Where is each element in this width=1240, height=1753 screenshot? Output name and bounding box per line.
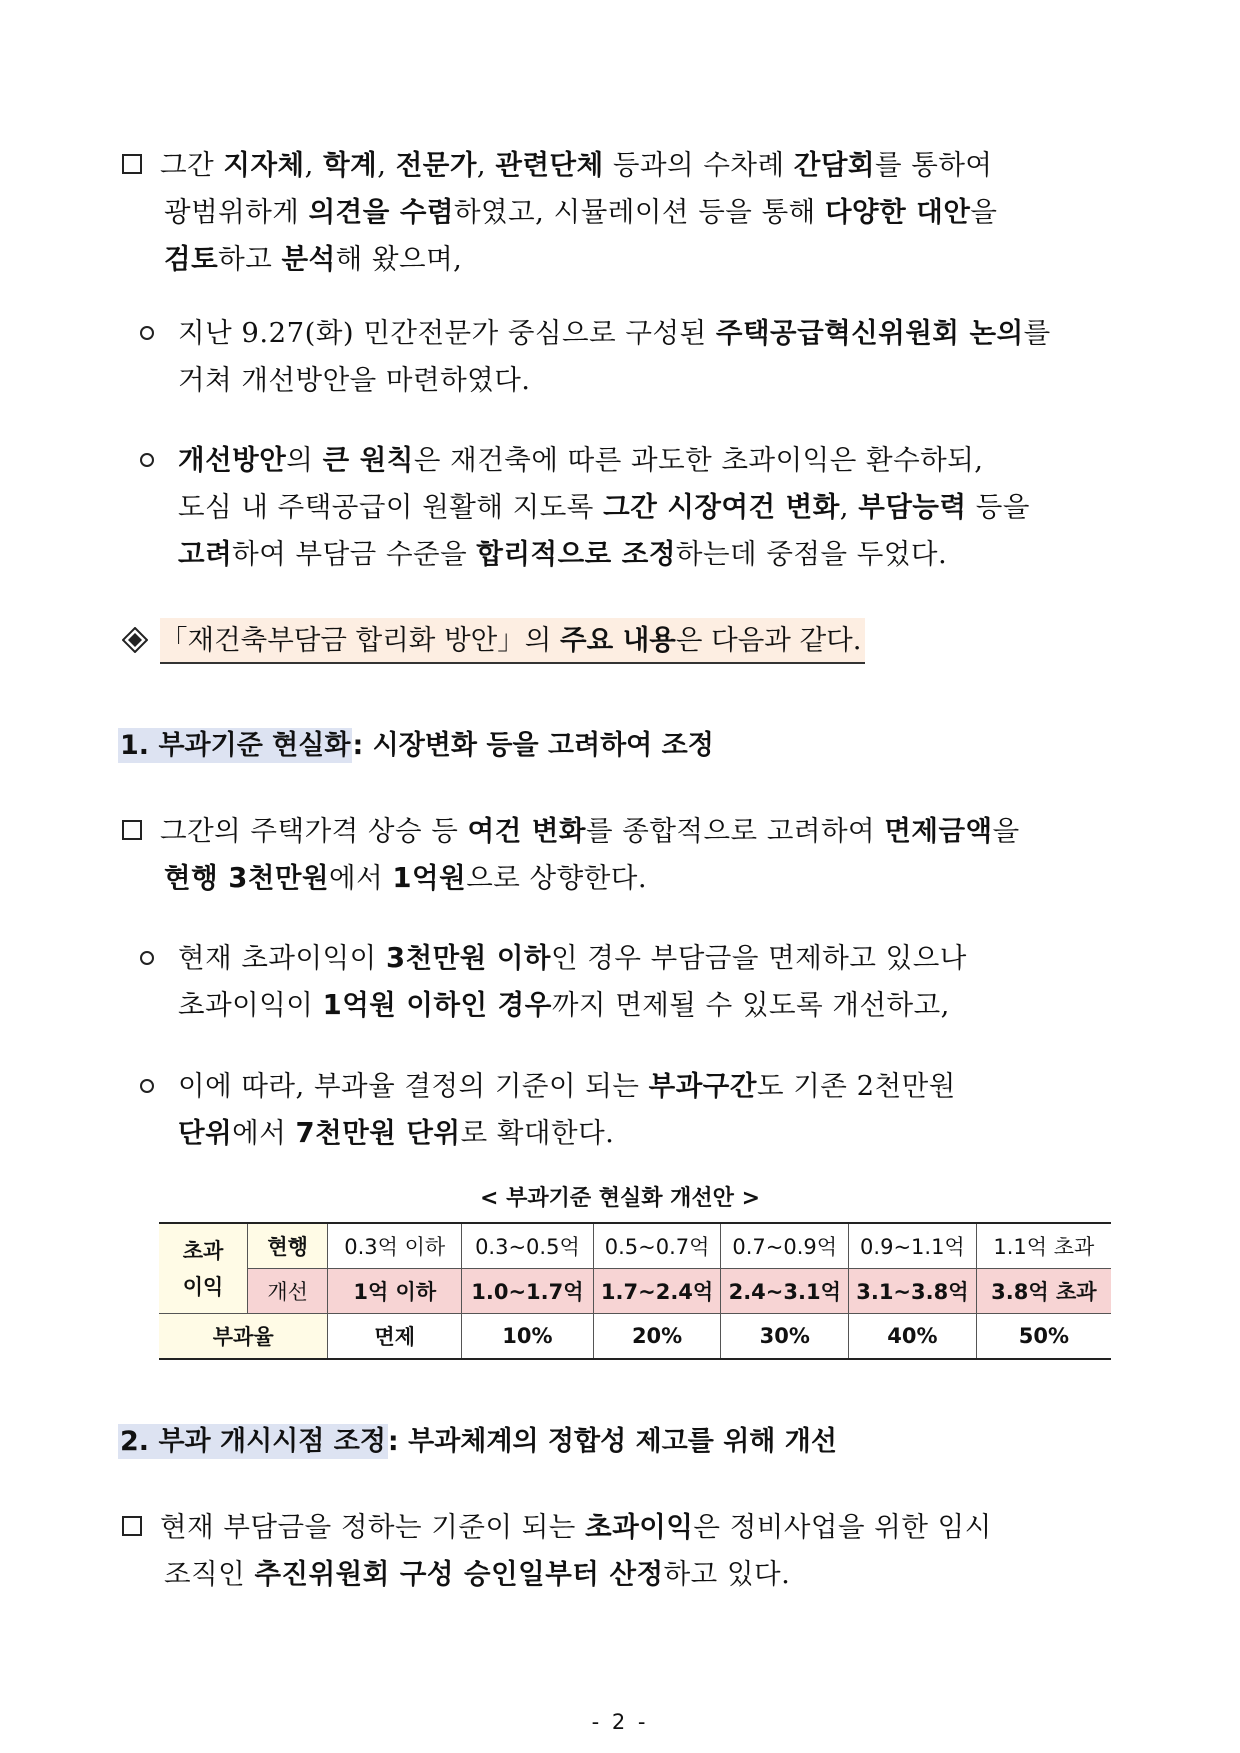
table-cell: 10% [462,1314,594,1360]
bold-text: 고려 [178,538,233,570]
text: 초과이익이 [178,989,323,1021]
text: 까지 면제될 수 있도록 개선하고, [551,989,950,1021]
square-bullet-icon [122,820,142,840]
bold-text: 분석 [281,243,336,275]
table-caption: < 부과기준 현실화 개선안 > [479,1186,761,1211]
text-line [160,1551,992,1598]
paragraph-levy-range [178,1063,956,1157]
text-line [178,935,967,982]
text-line [178,437,1030,484]
paragraph-exemption-detail [178,935,967,1029]
text: 현재 초과이익이 [178,942,386,974]
text-line [160,142,997,189]
text: 의 [286,444,323,476]
table-cell: 1.0~1.7억 [462,1269,594,1314]
bold-text: 전문가 [395,149,477,181]
page-number: - 2 - [591,1710,649,1734]
summary-line [160,618,865,664]
text-line [160,808,1020,855]
section-heading-1 [118,724,714,768]
bold-text: 부과구간 [648,1070,757,1102]
text: 에서 [329,862,393,894]
text-line [178,484,1030,531]
table-cell: 20% [593,1314,721,1360]
table-cell: 50% [976,1314,1111,1360]
label-improved: 개선 [247,1269,327,1314]
text: 도심 내 주택공급이 원활해 지도록 [178,491,604,523]
text: 「재건축부담금 합리화 방안」의 [160,624,561,656]
bold-text: 학계 [323,149,378,181]
heading-title: 부과 개시시점 조정 [158,1426,386,1457]
heading-number: 2. [120,1426,159,1457]
bold-text: 단위 [178,1117,233,1149]
text: 하고 [218,243,282,275]
table-cell: 1.1억 초과 [976,1223,1111,1269]
square-bullet-icon [122,1516,142,1536]
table-cell: 0.3~0.5억 [462,1223,594,1269]
text: 으로 상향한다. [466,862,648,894]
table-cell: 3.1~3.8억 [849,1269,977,1314]
text: 를 [1023,317,1051,349]
text: , [839,491,859,523]
bold-text: 검토 [164,243,219,275]
bold-text: 1억원 이하인 경우 [322,989,552,1021]
text: 를 통하여 [874,149,993,181]
bold-text: 부담능력 [858,491,967,523]
text: 하는데 중점을 두었다. [675,538,948,570]
bold-text: 3천만원 이하 [385,942,551,974]
text: 거쳐 개선방안을 마련하였다. [178,364,531,396]
text: 를 종합적으로 고려하여 [585,815,885,847]
text: 로 확대한다. [460,1117,615,1149]
text-line [178,1110,956,1157]
bold-text: 추진위원회 구성 승인일부터 산정 [254,1558,664,1590]
diamond-bullet-icon [122,627,148,653]
bold-text: 주요 내용 [560,624,676,656]
text: 을 [992,815,1020,847]
bold-text: 7천만원 단위 [295,1117,461,1149]
text: , [476,149,496,181]
square-bullet-icon [122,154,142,174]
bold-text: 주택공급혁신위원회 논의 [715,317,1024,349]
row-header-line: 초과 [182,1238,224,1263]
text-line [160,236,997,283]
bold-text: 그간 시장여건 변화 [603,491,840,523]
text: 이에 따라, 부과율 결정의 기준이 되는 [178,1070,649,1102]
bold-text: 면제금액 [884,815,993,847]
levy-rate-table [159,1222,1111,1360]
table-cell: 2.4~3.1억 [721,1269,849,1314]
text: 인 경우 부담금을 면제하고 있으나 [550,942,967,974]
paragraph-exemption [160,808,1020,902]
label-current: 현행 [247,1223,327,1269]
circle-bullet-icon [140,326,154,340]
bold-text: 간담회 [793,149,875,181]
table-cell: 0.5~0.7억 [593,1223,721,1269]
text: 지난 9.27(화) 민간전문가 중심으로 구성된 [178,317,716,349]
heading-number: 1. [120,730,159,761]
table-cell: 1억 이하 [328,1269,462,1314]
label-rate: 부과율 [159,1314,328,1360]
text: 하고 있다. [663,1558,791,1590]
table-cell: 0.9~1.1억 [849,1223,977,1269]
circle-bullet-icon [140,1079,154,1093]
text-line [178,531,1030,578]
text: 을 [970,196,998,228]
circle-bullet-icon [140,453,154,467]
text-line [160,855,1020,902]
text: 은 재건축에 따른 과도한 초과이익은 환수하되, [413,444,984,476]
text: 그간의 주택가격 상승 등 [160,815,468,847]
table-row-improved [159,1269,1111,1314]
text: 은 다음과 같다. [675,624,862,656]
table-cell: 0.7~0.9억 [721,1223,849,1269]
text: 하였고, 시뮬레이션 등을 통해 [453,196,825,228]
bold-text: 개선방안 [178,444,287,476]
table-cell: 40% [849,1314,977,1360]
text: 그간 [160,149,224,181]
table-cell: 면제 [328,1314,462,1360]
heading-highlight [118,728,352,763]
table-row-current [159,1223,1111,1269]
heading-subtitle: : 시장변화 등을 고려하여 조정 [352,730,714,761]
table-cell: 3.8억 초과 [976,1269,1111,1314]
bold-text: 다양한 대안 [824,196,971,228]
section-heading-2 [118,1420,837,1464]
bold-text: 지자체 [223,149,305,181]
text-line [178,982,967,1029]
text: 에서 [232,1117,296,1149]
heading-subtitle: : 부과체계의 정합성 제고를 위해 개선 [387,1426,837,1457]
table-cell: 1.7~2.4억 [593,1269,721,1314]
paragraph-consultation [160,142,997,283]
bold-text: 현행 3천만원 [164,862,330,894]
bold-text: 합리적으로 조정 [476,538,676,570]
text-line [160,1504,992,1551]
paragraph-committee [178,310,1051,404]
text: 해 왔으며, [335,243,463,275]
text: 도 기존 2천만원 [756,1070,956,1102]
text-line [178,1063,956,1110]
row-header-excess-profit [159,1223,247,1314]
bold-text: 의견을 수렴 [308,196,454,228]
text-line [178,310,1051,357]
bold-text: 관련단체 [495,149,604,181]
paragraph-principle [178,437,1030,578]
text-line [178,357,1051,404]
text: 조직인 [164,1558,255,1590]
heading-title: 부과기준 현실화 [158,730,351,761]
text: 은 정비사업을 위한 임시 [693,1511,992,1543]
text: , [304,149,324,181]
heading-highlight [118,1424,388,1459]
text: 하여 부담금 수준을 [232,538,477,570]
bold-text: 초과이익 [585,1511,694,1543]
text: 광범위하게 [164,196,309,228]
row-header-line: 이익 [182,1274,224,1299]
text: 현재 부담금을 정하는 기준이 되는 [160,1511,586,1543]
bold-text: 여건 변화 [467,815,586,847]
text: 등을 [966,491,1030,523]
text: , [377,149,396,181]
circle-bullet-icon [140,951,154,965]
bold-text: 1억원 [392,862,467,894]
table-cell: 0.3억 이하 [328,1223,462,1269]
table-cell: 30% [721,1314,849,1360]
paragraph-start-date [160,1504,992,1598]
text-line [160,189,997,236]
bold-text: 큰 원칙 [322,444,414,476]
text: 등과의 수차례 [603,149,794,181]
table-row-rate [159,1314,1111,1360]
